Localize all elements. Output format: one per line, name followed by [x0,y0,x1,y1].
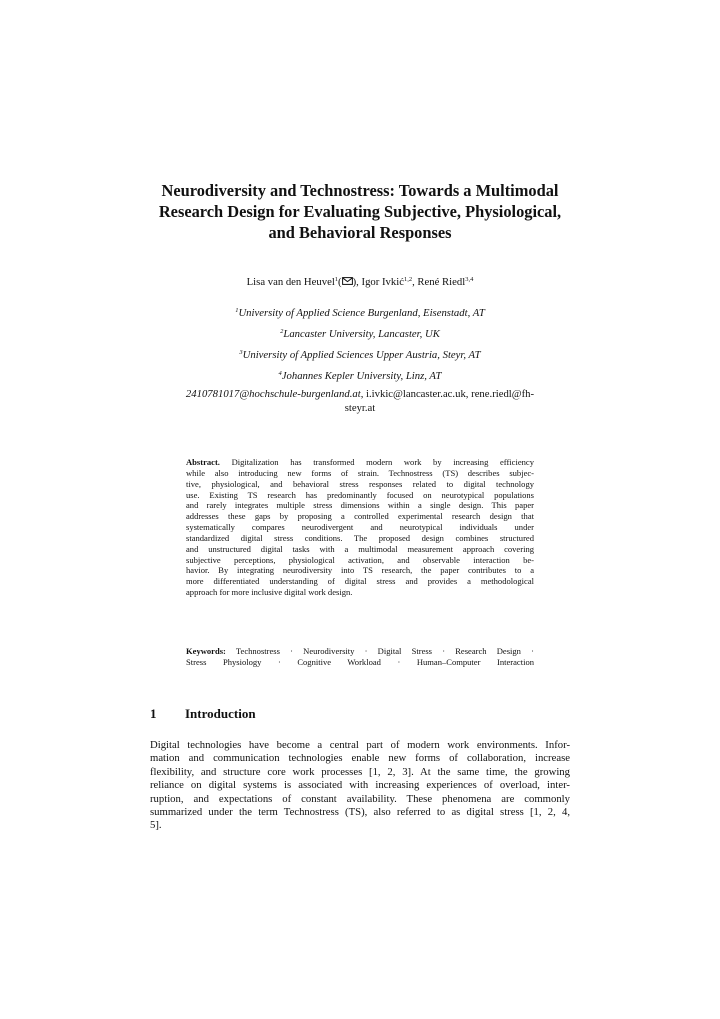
envelope-icon [342,275,353,289]
body-line: reliance on digital systems is associated with increasing experiences of overload, inter- [150,779,570,792]
author-name: Igor Ivkić [361,276,404,288]
email-list-text[interactable]: , i.ivkic@lancaster.ac.uk, rene.riedl@fh- [360,388,535,400]
body-line: flexibility, and structure core work processes [1, 2, 3]. At the same time, the growing [150,765,570,778]
affiliation-mark: 1 [235,307,239,314]
affiliation-text: Lancaster University, Lancaster, UK [283,328,440,340]
affiliation-text: Johannes Kepler University, Linz, AT [281,370,442,382]
affiliation-text: University of Applied Sciences Upper Austria, Steyr, AT [242,349,481,361]
abstract-line: standardized digital stress conditions. The proposed design combines structured [186,532,534,543]
abstract-line: havior. By integrating neurodiversity into TS research, the paper contributes to a [186,565,534,576]
abstract-label: Abstract. [186,457,220,467]
abstract-line: tive, physiological, and behavioral stress responses related to digital technology [186,478,534,489]
abstract [186,457,534,598]
affiliation [130,366,590,387]
affiliation [130,345,590,366]
affiliation-mark: 4 [278,370,282,377]
email-line [130,387,590,401]
keywords-label: Keywords: [186,646,226,656]
section-heading-introduction [150,706,570,722]
abstract-line: approach for more inclusive digital work design. [186,587,353,598]
body-line: ruption, and expectations of constant availability. These phenomena are commonly [150,792,570,805]
title-line: Neurodiversity and Technostress: Towards a Multimodal [161,181,559,200]
email-link[interactable]: 2410781017@hochschule-burgenland.at [185,388,361,400]
body-line: summarized under the term Technostress (TS), also referred to as digital stress [1, 2, 4, [150,806,570,819]
author-emails [130,387,590,415]
affiliation-mark: 3 [239,349,243,356]
body-line: Digital technologies have become a central part of modern work environments. Infor- [150,739,570,751]
keywords [186,646,534,668]
abstract-line [186,457,534,468]
paren: ) [352,276,357,288]
affiliation-list [130,303,590,387]
affiliation [130,324,590,345]
abstract-line: addresses these gaps by proposing a controlled experimental research design that [186,511,534,522]
abstract-line: subjective perceptions, physiological activation, and observable interaction be- [186,554,534,565]
separator: , [356,276,362,288]
affiliation-mark: 2 [280,328,284,335]
title-line: Research Design for Evaluating Subjective, Physiological, [158,202,562,221]
affiliation [130,303,590,324]
paper-title [130,180,590,243]
abstract-line: more differentiated understanding of digital stress and provides a methodological [186,576,534,587]
title-line: and Behavioral Responses [268,223,452,242]
abstract-text: Digitalization has transformed modern work by increasing efficiency [219,457,534,467]
author-list [130,275,590,289]
author-affiliation-mark: 1,2 [403,276,413,283]
abstract-line: systematically compares neurodivergent and neurotypical individuals under [186,522,534,533]
section-title: Introduction [185,706,256,721]
author-affiliation-mark: 3,4 [465,276,474,283]
abstract-line: and unstructured digital tasks with a multimodal measurement approach covering [186,543,534,554]
author-name: Lisa van den Heuvel [246,276,335,288]
body-line: mation and communication technologies enable new forms of collaboration, increase [150,752,570,765]
author-name: René Riedl [417,276,466,288]
keywords-text: Technostress · Neurodiversity · Digital Stress · Research Design · [225,646,534,656]
introduction-paragraph [150,739,570,833]
paren: ( [338,276,342,288]
abstract-line: while also introducing new forms of strain. Technostress (TS) describes subjec- [186,467,534,478]
abstract-line: and rarely integrates multiple stress dimensions within a single design. This paper [186,500,534,511]
author-affiliation-mark: 1 [334,276,339,283]
abstract-line: use. Existing TS research has predominantly focused on neurotypical populations [186,489,534,500]
affiliation-text: University of Applied Science Burgenland, Eisenstadt, AT [238,307,485,319]
section-number: 1 [150,706,157,721]
body-line: 5]. [150,819,162,832]
keywords-line [186,646,534,657]
email-line[interactable]: steyr.at [344,402,376,414]
separator: , [412,276,418,288]
keywords-line: Stress Physiology · Cognitive Workload · Human–Computer Interaction [186,656,534,667]
